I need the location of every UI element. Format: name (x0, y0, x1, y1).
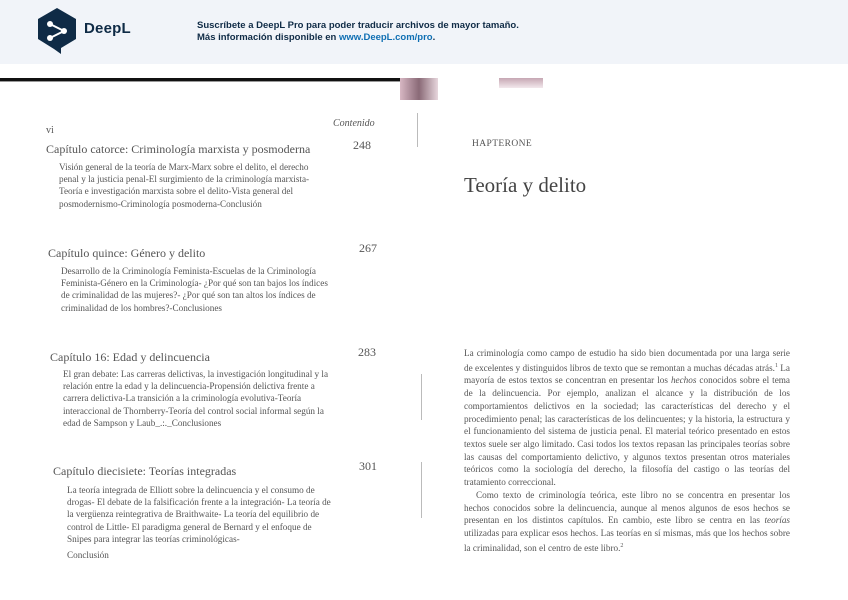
description-line: posmodernismo-Criminología posmoderna-Conclusión (59, 198, 262, 209)
gutter-line (421, 374, 422, 420)
paragraph-text: utilizadas para explicar esos hechos. Las teorías en sí mismas, más que los hechos sobre la criminalidad, son el centro de este libro. (464, 527, 790, 553)
description-line: la vergüenza reintegrativa de Braithwaite- La teoría del equilibrio de (67, 509, 320, 520)
footnote-ref: 1 (774, 362, 778, 369)
scan-smudge (400, 78, 438, 100)
description-line: La teoría integrada de Elliott sobre la delincuencia y el consumo de (67, 485, 315, 495)
deepl-pro-link[interactable]: www.DeepL.com/pro (339, 32, 433, 43)
chapter-label: HAPTERONE (472, 139, 533, 149)
pro-promo-text (197, 20, 519, 44)
description-line: control de Little- El paradigma general de Bernard y el enfoque de (67, 521, 312, 532)
description-line: Teoría e investigación marxista sobre el delito-Vista general del (59, 186, 294, 197)
deepl-brand-name: DeepL (84, 20, 131, 37)
footnote-ref: 2 (620, 542, 624, 549)
gutter-line (421, 462, 422, 518)
description-line: Conclusión (67, 550, 109, 561)
description-line: Desarrollo de la Criminología Feminista-Escuelas de la Criminología (61, 266, 316, 276)
description-line: de criminalidad de las mujeres?- ¿Por qué son tan altos los índices de (61, 290, 316, 301)
chapter-body (464, 347, 790, 554)
chapter-title: Capítulo catorce: Criminología marxista y posmoderna (46, 142, 311, 156)
chapter-description (63, 368, 328, 429)
gutter-line (417, 113, 418, 147)
chapter-heading: Teoría y delito (464, 173, 587, 197)
description-line: criminalidad de los hombres?-Conclusiones (61, 302, 223, 313)
promo-line-2 (197, 32, 519, 44)
scan-smudge (499, 78, 543, 88)
description-line: interaccional de Thornberry-Teoría del control social informal según la (63, 405, 324, 416)
running-head: Contenido (333, 118, 375, 129)
description-line: Feminista-Género en la Criminología- ¿Por qué son tan bajos los índices (61, 278, 328, 289)
chapter-page: 267 (359, 241, 377, 255)
paragraph-text: La criminología como campo de estudio ha sido bien documentada por una larga serie de excelentes y distinguidos libros de texto que se remontan a muchas décadas atrás. (464, 348, 790, 373)
deepl-logo-icon[interactable] (37, 7, 77, 55)
chapter-description (67, 484, 331, 561)
promo-suffix: . (432, 32, 436, 43)
description-line: El gran debate: Las carreras delictivas, la investigación longitudinal y la (63, 369, 329, 379)
emphasis: hechos (670, 375, 697, 386)
paragraph (464, 347, 790, 489)
description-line: Snipes para integrar las teorías criminológicas- (67, 533, 240, 544)
paragraph-text: La mayoría de estos textos se concentran en presentar los (464, 362, 790, 386)
paragraph (464, 489, 790, 555)
page-number: vi (46, 125, 54, 136)
chapter-description (61, 265, 328, 314)
promo-prefix: Más información disponible en (197, 32, 339, 43)
description-line: drogas- El debate de la falsificación frente a la integración- La teoría de (67, 497, 331, 508)
description-line: carrera delictiva-La transición a la criminología evolutiva-Teoría (63, 393, 302, 404)
scan-rule-shadow (0, 81, 410, 82)
chapter-title: Capítulo quince: Género y delito (48, 246, 206, 260)
chapter-page: 301 (359, 459, 377, 473)
description-line: Visión general de la teoría de Marx-Marx sobre el delito, el derecho (59, 162, 309, 172)
promo-line-1: Suscríbete a DeepL Pro para poder traducir archivos de mayor tamaño. (197, 20, 519, 31)
deepl-banner (0, 0, 848, 64)
chapter-description (59, 161, 309, 210)
chapter-page: 283 (358, 345, 376, 359)
chapter-page: 248 (353, 138, 371, 152)
paragraph-text: conocidos sobre el tema de la delincuencia. Por ejemplo, analizan el alcance y la distribución de los comportamientos delictivos en la sociedad; las características del derecho y el procedimiento penal; las características de los delincuentes; y la historia, la estructura y el funcionamiento del sistema de justicia penal. El material teórico presentado en estos textos suele ser algo limitado. Casi todos los textos repasan las principales teorías sobre las causas del comportamiento delictivo, y algunos textos presentan otros materiales teóricos como la sociología del derecho, la filosofía del castigo o las teorías del tratamiento correccional. (464, 375, 791, 488)
emphasis: teorías (764, 515, 790, 526)
description-line: edad de Sampson y Laub_.:._Conclusiones (63, 417, 222, 428)
description-line: relación entre la edad y la delincuencia-Propensión delictiva frente a (63, 381, 315, 392)
chapter-title: Capítulo diecisiete: Teorías integradas (53, 464, 237, 478)
paragraph-text: Como texto de criminología teórica, este libro no se concentra en presentar los hechos conocidos sobre la delincuencia, aunque al menos algunos de esos hechos se presentan en los distintos capítulos. En cambio, este libro se centra en las (464, 489, 790, 526)
description-line: penal y la justicia penal-El surgimiento de la criminología marxista- (59, 174, 310, 185)
chapter-title: Capítulo 16: Edad y delincuencia (50, 350, 210, 364)
